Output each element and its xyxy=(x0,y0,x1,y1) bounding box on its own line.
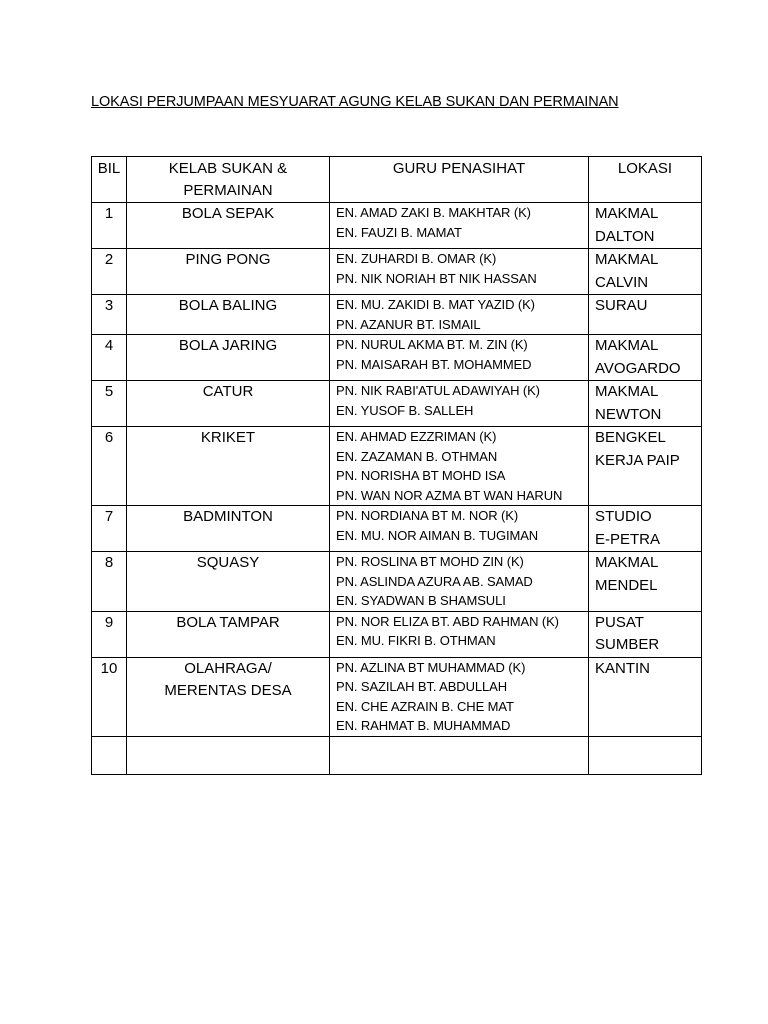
location-line: BENGKEL xyxy=(595,429,666,446)
location-line: KANTIN xyxy=(595,659,651,677)
club-name xyxy=(127,611,330,657)
club-name xyxy=(127,506,330,552)
club-name-line: CATUR xyxy=(202,383,254,400)
empty-row xyxy=(92,736,702,774)
club-name xyxy=(127,203,330,249)
club-name xyxy=(127,427,330,506)
advisor-name: EN. FAUZI B. MAMAT xyxy=(336,224,462,240)
advisor-name: EN. AHMAD EZZRIMAN (K) xyxy=(336,429,497,444)
location-line: MAKMAL xyxy=(595,251,659,268)
advisor-list xyxy=(330,249,589,295)
location-line: MAKMAL xyxy=(595,554,659,571)
advisor-list xyxy=(330,427,589,506)
empty-cell xyxy=(92,736,127,774)
row-number: 8 xyxy=(92,552,127,612)
club-name-line: PING PONG xyxy=(185,251,271,268)
advisor-name: EN. MU. ZAKIDI B. MAT YAZID (K) xyxy=(336,297,535,312)
empty-cell xyxy=(330,736,589,774)
location xyxy=(589,249,702,295)
location xyxy=(589,611,702,657)
advisor-list xyxy=(330,203,589,249)
table-row xyxy=(92,381,702,427)
club-name-line: KRIKET xyxy=(200,429,256,446)
table-row xyxy=(92,611,702,657)
page-title: LOKASI PERJUMPAAN MESYUARAT AGUNG KELAB SUKAN DAN PERMAINAN xyxy=(91,94,619,110)
table-row xyxy=(92,552,702,612)
row-number: 10 xyxy=(92,657,127,736)
empty-cell xyxy=(127,736,330,774)
header-club xyxy=(127,157,330,203)
advisor-list xyxy=(330,657,589,736)
location xyxy=(589,506,702,552)
club-name-line: OLAHRAGA/ xyxy=(184,659,272,677)
advisor-name: PN. NIK RABI'ATUL ADAWIYAH (K) xyxy=(336,383,540,398)
advisor-list xyxy=(330,295,589,335)
advisor-list xyxy=(330,611,589,657)
header-club-line: PERMAINAN xyxy=(183,182,273,199)
advisor-name: PN. ROSLINA BT MOHD ZIN (K) xyxy=(336,554,524,569)
club-name-line: MERENTAS DESA xyxy=(164,681,292,699)
club-name xyxy=(127,335,330,381)
advisor-name: PN. NURUL AKMA BT. M. ZIN (K) xyxy=(336,337,528,352)
row-number: 5 xyxy=(92,381,127,427)
club-name-line: BADMINTON xyxy=(183,508,273,525)
club-name xyxy=(127,381,330,427)
advisor-name: EN. MU. FIKRI B. OTHMAN xyxy=(336,633,496,648)
advisor-name: PN. AZLINA BT MUHAMMAD (K) xyxy=(336,659,526,675)
advisor-name: PN. NORDIANA BT M. NOR (K) xyxy=(336,508,519,523)
location-line: MENDEL xyxy=(595,576,658,594)
location-line: SUMBER xyxy=(595,636,660,653)
header-lokasi: LOKASI xyxy=(589,157,702,203)
table-row xyxy=(92,249,702,295)
row-number: 2 xyxy=(92,249,127,295)
header-bil: BIL xyxy=(92,157,127,203)
location xyxy=(589,295,702,335)
header-row xyxy=(92,157,702,203)
location xyxy=(589,335,702,381)
location-line: MAKMAL xyxy=(595,383,659,400)
location-line: KERJA PAIP xyxy=(595,451,680,469)
table-row xyxy=(92,203,702,249)
advisor-name: EN. RAHMAT B. MUHAMMAD xyxy=(336,718,511,733)
advisor-list xyxy=(330,552,589,612)
row-number: 9 xyxy=(92,611,127,657)
location-line: NEWTON xyxy=(595,405,662,423)
club-name xyxy=(127,552,330,612)
advisor-name: EN. SYADWAN B SHAMSULI xyxy=(336,593,506,608)
location-line: DALTON xyxy=(595,227,655,245)
advisor-name: EN. ZAZAMAN B. OTHMAN xyxy=(336,448,498,464)
location xyxy=(589,381,702,427)
advisor-name: PN. MAISARAH BT. MOHAMMED xyxy=(336,356,532,372)
location-line: E-PETRA xyxy=(595,530,661,548)
location xyxy=(589,552,702,612)
location-line: PUSAT xyxy=(595,613,644,631)
club-name xyxy=(127,295,330,335)
club-name-line: BOLA JARING xyxy=(178,337,278,354)
advisor-list xyxy=(330,506,589,552)
club-name xyxy=(127,657,330,736)
advisor-name: EN. MU. NOR AIMAN B. TUGIMAN xyxy=(336,527,539,543)
location-line: AVOGARDO xyxy=(595,359,681,377)
advisor-name: EN. AMAD ZAKI B. MAKHTAR (K) xyxy=(336,205,531,220)
location-line: MAKMAL xyxy=(595,337,659,354)
club-name-line: BOLA BALING xyxy=(178,297,278,314)
row-number: 6 xyxy=(92,427,127,506)
advisor-name: PN. NOR ELIZA BT. ABD RAHMAN (K) xyxy=(336,613,559,629)
advisor-name: PN. WAN NOR AZMA BT WAN HARUN xyxy=(336,487,563,503)
location-line: STUDIO xyxy=(595,508,652,525)
table-row xyxy=(92,335,702,381)
club-name xyxy=(127,249,330,295)
location-line: CALVIN xyxy=(595,273,649,291)
table-row xyxy=(92,657,702,736)
location xyxy=(589,427,702,506)
row-number: 4 xyxy=(92,335,127,381)
club-name-line: BOLA SEPAK xyxy=(181,205,275,222)
advisor-name: EN. CHE AZRAIN B. CHE MAT xyxy=(336,698,514,714)
table-row xyxy=(92,427,702,506)
row-number: 7 xyxy=(92,506,127,552)
location xyxy=(589,657,702,736)
advisor-name: PN. NIK NORIAH BT NIK HASSAN xyxy=(336,270,537,286)
advisor-list xyxy=(330,381,589,427)
empty-cell xyxy=(589,736,702,774)
advisor-name: PN. NORISHA BT MOHD ISA xyxy=(336,468,506,483)
location-line: SURAU xyxy=(595,297,648,314)
table-row xyxy=(92,295,702,335)
header-club-line: KELAB SUKAN & xyxy=(168,160,288,177)
header-guru: GURU PENASIHAT xyxy=(330,157,589,203)
location-line: MAKMAL xyxy=(595,205,659,222)
advisor-name: EN. YUSOF B. SALLEH xyxy=(336,402,474,418)
row-number: 1 xyxy=(92,203,127,249)
club-name-line: SQUASY xyxy=(196,554,260,571)
advisor-name: PN. AZANUR BT. ISMAIL xyxy=(336,316,481,332)
location-table xyxy=(91,156,702,775)
location xyxy=(589,203,702,249)
club-name-line: BOLA TAMPAR xyxy=(176,613,280,631)
advisor-name: PN. SAZILAH BT. ABDULLAH xyxy=(336,679,507,694)
advisor-list xyxy=(330,335,589,381)
table-row xyxy=(92,506,702,552)
advisor-name: PN. ASLINDA AZURA AB. SAMAD xyxy=(336,573,533,589)
advisor-name: EN. ZUHARDI B. OMAR (K) xyxy=(336,251,497,266)
row-number: 3 xyxy=(92,295,127,335)
table-body xyxy=(92,203,702,775)
